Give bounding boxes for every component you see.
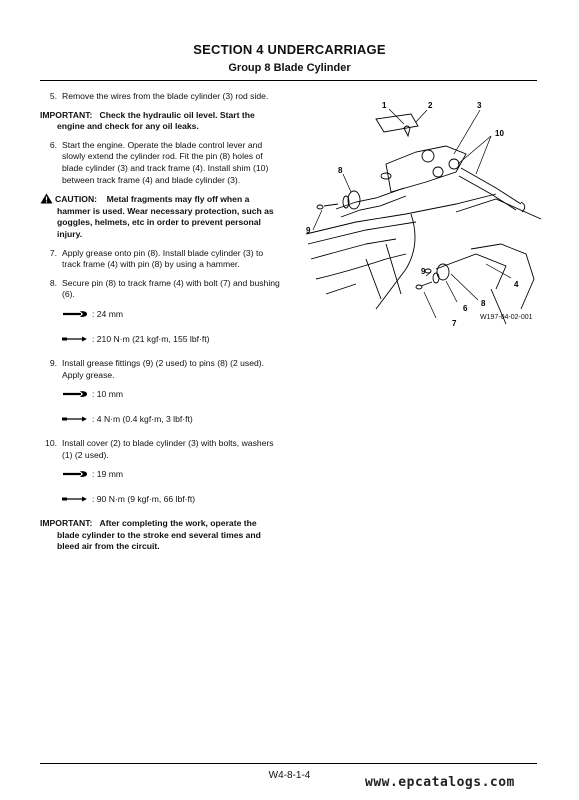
step-text: Secure pin (8) to track frame (4) with bolt (7) and bushing (6).: [62, 277, 280, 300]
wrench-spec: [62, 468, 280, 481]
wrench-size: : 19 mm: [92, 469, 124, 480]
step-text: Install grease fittings (9) (2 used) to pins (8) (2 used). Apply grease.: [62, 357, 265, 380]
callout-10: 10: [495, 129, 504, 138]
step-number: 7.: [49, 247, 57, 258]
torque-value: : 210 N·m (21 kgf·m, 155 lbf·ft): [92, 333, 210, 344]
figure-callouts: [306, 101, 519, 328]
wrench-spec: [62, 308, 280, 321]
step-number: 10.: [45, 438, 57, 449]
important-note-bleed: [40, 518, 280, 553]
step-number: 9.: [49, 357, 57, 368]
wrench-icon: [62, 310, 88, 318]
callout-9: 9: [421, 267, 426, 276]
torque-value: : 90 N·m (9 kgf·m, 66 lbf·ft): [92, 494, 196, 505]
step-number: 5.: [49, 91, 57, 101]
wrench-icon: [62, 390, 88, 398]
step-text: Remove the wires from the blade cylinder (3) rod side.: [62, 91, 269, 101]
caution-note: [40, 193, 280, 240]
important-label: IMPORTANT:: [40, 518, 93, 529]
group-title: Group 8 Blade Cylinder: [228, 62, 351, 74]
torque-wrench-icon: [62, 495, 88, 503]
section-title: SECTION 4 UNDERCARRIAGE: [193, 42, 386, 57]
callout-9: 9: [306, 226, 311, 235]
step-7: [40, 248, 280, 271]
torque-spec: [62, 493, 280, 506]
callout-8: 8: [338, 166, 343, 175]
step-10: [40, 438, 280, 461]
wrench-spec: [62, 388, 280, 401]
cylinder-assembly: [317, 114, 525, 289]
torque-wrench-icon: [62, 335, 88, 343]
step-text: Apply grease onto pin (8). Install blade cylinder (3) to track frame (4) with pin (8) by using a hammer.: [62, 247, 264, 270]
step-text: Install cover (2) to blade cylinder (3) with bolts, washers (1) (2 used).: [62, 438, 274, 460]
step-5: [40, 91, 280, 103]
step-6: [40, 140, 280, 186]
page-number: W4-8-1-4: [268, 770, 311, 781]
figure-caption: W197-04-02-001: [480, 314, 533, 321]
callout-3: 3: [477, 101, 482, 110]
important-note-oil: [40, 110, 280, 133]
step-number: 8.: [49, 277, 57, 288]
torque-wrench-icon: [62, 415, 88, 423]
important-text: Check the hydraulic oil level. Start the engine and check for any oil leaks.: [57, 109, 255, 132]
callout-4: 4: [514, 280, 519, 289]
blade-cylinder-illustration: [296, 94, 546, 330]
step-number: 6.: [49, 139, 57, 150]
torque-spec: [62, 333, 280, 346]
caution-label: CAUTION:: [55, 194, 98, 205]
step-text: Start the engine. Operate the blade control lever and slowly extend the cylinder rod. Fit the pin (8) holes of blade cylinder (3) and track frame (4). Install shim (10) between track frame (4) and blade cylinder (3).: [62, 139, 269, 185]
important-text: After completing the work, operate the blade cylinder to the stroke end several times and bleed air from the circuit.: [57, 518, 261, 552]
wrench-size: : 24 mm: [92, 308, 124, 319]
leader-lines: [313, 109, 511, 318]
instructions-column: [40, 91, 280, 560]
callout-1: 1: [382, 101, 387, 110]
step-8: [40, 278, 280, 301]
wrench-size: : 10 mm: [92, 389, 124, 400]
warning-icon: [40, 193, 53, 204]
watermark: www.epcatalogs.com: [365, 775, 515, 790]
callout-6: 6: [463, 304, 468, 313]
important-label: IMPORTANT:: [40, 109, 93, 120]
callout-8: 8: [481, 299, 486, 308]
step-9: [40, 358, 280, 381]
callout-7: 7: [452, 319, 457, 328]
header-divider: [40, 80, 537, 81]
caution-lead: [40, 194, 97, 204]
footer-divider: [40, 763, 537, 764]
torque-spec: [62, 413, 280, 426]
wrench-icon: [62, 470, 88, 478]
track-frame-outline: [306, 194, 541, 324]
torque-value: : 4 N·m (0.4 kgf·m, 3 lbf·ft): [92, 414, 193, 425]
callout-2: 2: [428, 101, 433, 110]
caution-text: Metal fragments may fly off when a hammer is used. Wear necessary protection, such as goggles, helmets, etc in order to prevent personal injury.: [57, 194, 274, 239]
